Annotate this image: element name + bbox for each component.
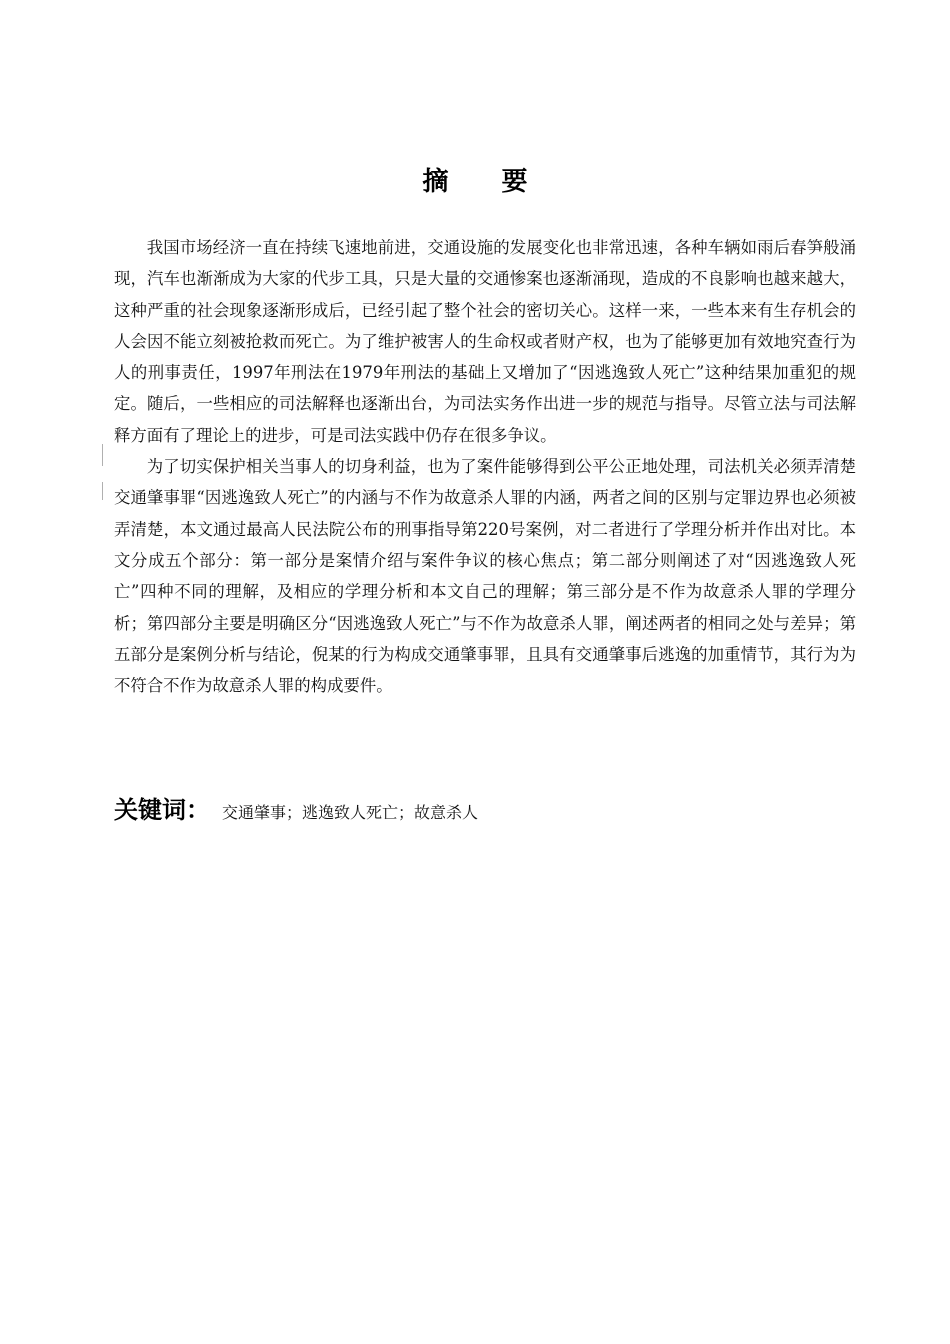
abstract-paragraph-2: 为了切实保护相关当事人的切身利益，也为了案件能够得到公平公正地处理，司法机关必须弄清楚交通肇事罪“因逃逸致人死亡”的内涵与不作为故意杀人罪的内涵，两者之间的区别与定罪边界也必须被弄清楚，本文通过最高人民法院公布的刑事指导第220号案例，对二者进行了学理分析并作出对比。本文分成五个部分：第一部分是案情介绍与案件争议的核心焦点；第二部分则阐述了对“因逃逸致人死亡”四种不同的理解，及相应的学理分析和本文自己的理解；第三部分是不作为故意杀人罪的学理分析；第四部分主要是明确区分“因逃逸致人死亡”与不作为故意杀人罪，阐述两者的相同之处与差异；第五部分是案例分析与结论，倪某的行为构成交通肇事罪，且具有交通肇事后逃逸的加重情节，其行为为不符合不作为故意杀人罪的构成要件。 [114,457,856,696]
margin-edit-marker [102,482,103,500]
abstract-title: 摘 要 [422,167,550,197]
keywords-line [114,790,874,825]
abstract-body [114,232,856,701]
keywords-value: 交通肇事；逃逸致人死亡；故意杀人 [222,803,479,822]
keywords-label: 关键词： [114,796,210,824]
margin-edit-marker [102,444,103,466]
abstract-paragraph-1: 我国市场经济一直在持续飞速地前进，交通设施的发展变化也非常迅速，各种车辆如雨后春笋般涌现，汽车也渐渐成为大家的代步工具，只是大量的交通惨案也逐渐涌现，造成的不良影响也越来越大，这种严重的社会现象逐渐形成后，已经引起了整个社会的密切关心。这样一来，一些本来有生存机会的人会因不能立刻被抢救而死亡。为了维护被害人的生命权或者财产权，也为了能够更加有效地究查行为人的刑事责任，1997年刑法在1979年刑法的基础上又增加了“因逃逸致人死亡”这种结果加重犯的规定。随后，一些相应的司法解释也逐渐出台，为司法实务作出进一步的规范与指导。尽管立法与司法解释方面有了理论上的进步，可是司法实践中仍存在很多争议。 [114,238,856,445]
